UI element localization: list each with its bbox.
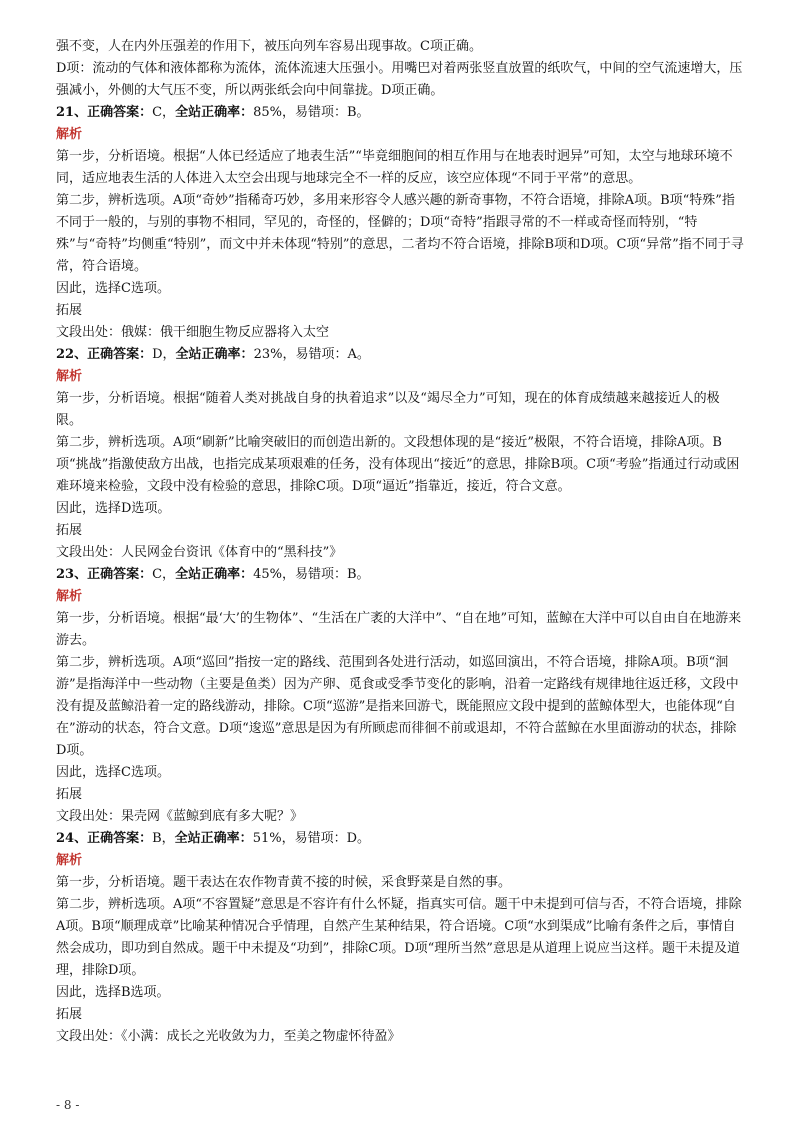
question-header <box>56 102 744 124</box>
answer-value: D， <box>152 347 176 362</box>
analysis-paragraph: 第一步，分析语境。根据“最‘大’的生物体”、“生活在广袤的大洋中”、“自在地”可知，蓝鲸在大洋中可以自由自在地游来游去。 <box>56 611 742 648</box>
analysis-paragraph: 第二步，辨析选项。A项“奇妙”指稀奇巧妙，多用来形容令人感兴趣的新奇事物，不符合语境，排除A项。B项“特殊”指不同于一般的，与别的事物不相同，罕见的，奇怪的，怪僻的；D项“奇特”指跟寻常的不一样或奇怪而特别，“特殊”与“奇特”均侧重“特别”，而文中并未体现“特别”的意思，二者均不符合语境，排除B项和D项。C项“异常”指不同于寻常，符合语境。 <box>56 193 744 274</box>
rate-label: 全站正确率： <box>175 567 254 582</box>
analysis-paragraph: 第一步，分析语境。题干表达在农作物青黄不接的时候，采食野菜是自然的事。 <box>56 875 512 890</box>
answer-value: B， <box>152 831 175 846</box>
rate-label: 全站正确率： <box>175 347 254 362</box>
analysis-paragraph: 第二步，辨析选项。A项“巡回”指按一定的路线、范围到各处进行活动，如巡回演出，不符合语境，排除A项。B项“洄游”是指海洋中一些动物（主要是鱼类）因为产卵、觅食或受季节变化的影响，沿着一定路线有规律地往返迁移，文段中没有提及蓝鲸沿着一定的路线游动，排除。C项“巡游”是指来回游弋，既能照应文段中提到的蓝鲸体型大，也能体现“自在”游动的状态，符合文意。D项“逡巡”意思是因为有所顾虑而徘徊不前或退却，不符合蓝鲸在水里面游动的状态，排除D项。 <box>56 655 739 758</box>
extension-heading: 拓展 <box>56 1007 83 1022</box>
rate-value: 51%，易错项：D。 <box>252 831 371 846</box>
rate-label: 全站正确率： <box>175 105 254 120</box>
analysis-heading: 解析 <box>56 369 83 384</box>
source-line: 文段出处：人民网金台资讯《体育中的“黑科技”》 <box>56 545 343 560</box>
answer-label: 正确答案： <box>87 831 153 846</box>
analysis-paragraph: 第一步，分析语境。根据“随着人类对挑战自身的执着追求”以及“竭尽全力”可知，现在的体育成绩越来越接近人的极限。 <box>56 391 720 428</box>
question-number: 22、 <box>56 347 88 362</box>
question-number: 21、 <box>56 105 88 120</box>
question-number: 24、 <box>56 831 88 846</box>
analysis-paragraph: 因此，选择C选项。 <box>56 281 170 296</box>
rate-value: 23%，易错项：A。 <box>253 347 370 362</box>
question-header <box>56 564 744 586</box>
intro-paragraph-1: 强不变，人在内外压强差的作用下，被压向列车容易出现事故。C项正确。 <box>56 39 482 54</box>
extension-heading: 拓展 <box>56 787 83 802</box>
analysis-paragraph: 第二步，辨析选项。A项“不容置疑”意思是不容许有什么怀疑，指真实可信。题干中未提到可信与否，不符合语境，排除A项。B项“顺理成章”比喻某种情况合乎情理，自然产生某种结果，符合语境。C项“水到渠成”比喻有条件之后，事情自然会成功，即功到自然成。题干中未提及“功到”，排除C项。D项“理所当然”意思是从道理上说应当这样。题干未提及道理，排除D项。 <box>56 897 742 978</box>
answer-value: C， <box>152 105 176 120</box>
analysis-paragraph: 因此，选择B选项。 <box>56 985 170 1000</box>
analysis-paragraph: 第二步，辨析选项。A项“刷新”比喻突破旧的而创造出新的。文段想体现的是“接近”极限，不符合语境，排除A项。B项“挑战”指激使敌方出战，也指完成某项艰难的任务，没有体现出“接近”的意思，排除B项。C项“考验”指通过行动或困难环境来检验，文段中没有检验的意思，排除C项。D项“逼近”指靠近，接近，符合文意。 <box>56 435 740 494</box>
question-header <box>56 828 744 850</box>
analysis-paragraph: 第一步，分析语境。根据“人体已经适应了地表生活”“毕竟细胞间的相互作用与在地表时迥异”可知，太空与地球环境不同，适应地表生活的人体进入太空会出现与地球完全不一样的反应，该空应体现“不同于平常”的意思。 <box>56 149 733 186</box>
extension-heading: 拓展 <box>56 303 83 318</box>
source-line: 文段出处：《小满：成长之光收敛为力，至美之物虚怀待盈》 <box>56 1029 401 1044</box>
analysis-heading: 解析 <box>56 127 83 142</box>
analysis-paragraph: 因此，选择C选项。 <box>56 765 170 780</box>
extension-heading: 拓展 <box>56 523 83 538</box>
answer-value: C， <box>152 567 176 582</box>
answer-label: 正确答案： <box>87 347 153 362</box>
source-line: 文段出处：俄媒：俄干细胞生物反应器将入太空 <box>56 325 330 340</box>
rate-label: 全站正确率： <box>174 831 253 846</box>
question-number: 23、 <box>56 567 88 582</box>
analysis-heading: 解析 <box>56 589 83 604</box>
intro-paragraph-2: D项：流动的气体和液体都称为流体，流体流速大压强小。用嘴巴对着两张竖直放置的纸吹气，中间的空气流速增大，压强减小，外侧的大气压不变，所以两张纸会向中间靠拢。D项正确。 <box>56 61 743 98</box>
rate-value: 85%，易错项：B。 <box>253 105 370 120</box>
question-header <box>56 344 744 366</box>
source-line: 文段出处：果壳网《蓝鲸到底有多大呢？》 <box>56 809 304 824</box>
answer-label: 正确答案： <box>87 105 153 120</box>
answer-label: 正确答案： <box>87 567 153 582</box>
rate-value: 45%，易错项：B。 <box>253 567 370 582</box>
analysis-paragraph: 因此，选择D选项。 <box>56 501 171 516</box>
analysis-heading: 解析 <box>56 853 83 868</box>
page-number: - 8 - <box>56 1098 80 1112</box>
